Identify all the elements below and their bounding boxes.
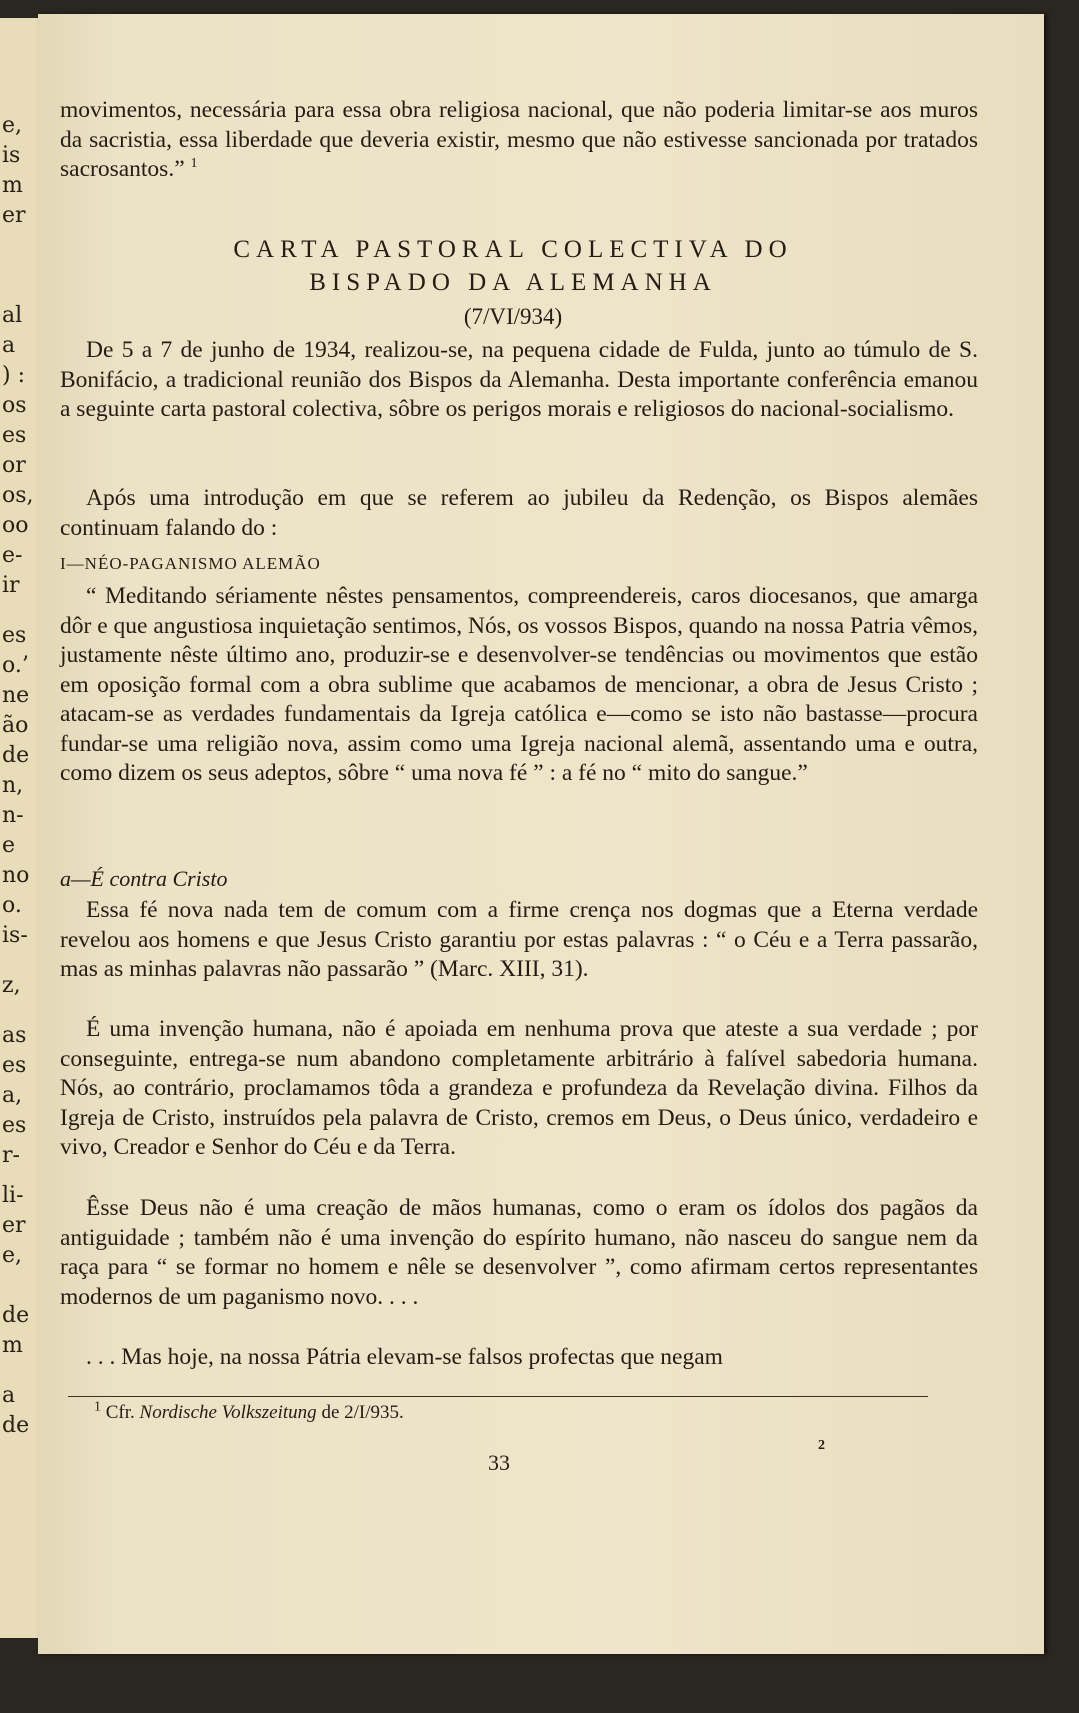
previous-page-fragment: os, [2,483,34,508]
heading-line-1: CARTA PASTORAL COLECTIVA DO [233,236,793,263]
intro-text-2: Após uma introdução em que se referem ao jubileu da Redenção, os Bispos alemães continuam falando do : [60,485,978,541]
previous-page-fragment: m [2,1333,23,1358]
signature-mark: 2 [818,1438,825,1453]
previous-page-fragment: es [2,423,27,448]
section-title-text: I—NÉO-PAGANISMO ALEMÃO [60,554,321,573]
previous-page-fragment: ne [2,683,30,708]
footnote-prefix: Cfr. [105,1402,135,1423]
subsection-title [60,866,978,892]
previous-page-fragment: as [2,1023,27,1048]
previous-page-fragment: z, [2,973,21,998]
heading-date: (7/VI/934) [463,304,563,329]
subsection-title-text: a—É contra Cristo [60,866,228,891]
previous-page-fragment: o.’ [2,653,29,678]
previous-page-fragment: ir [2,573,20,598]
previous-page-fragment: es [2,1053,27,1078]
previous-page-fragment: er [2,203,26,228]
intro-paragraph-1 [60,336,978,425]
previous-page-fragment: de [2,1303,30,1328]
previous-page-edge [0,18,40,1638]
previous-page-fragment: de [2,1413,30,1438]
opening-text: movimentos, necessária para essa obra religiosa nacional, que não poderia limitar-se aos muros da sacristia, essa liberdade que deveria existir, mesmo que não estivesse sancionada por tratados sacrosantos.” [60,97,978,182]
footnote-reference: 1 [190,156,198,172]
previous-page-fragment: e, [2,113,23,138]
intro-paragraph-2 [60,484,978,543]
footnote-date: de 2/I/935. [321,1402,404,1423]
previous-page-fragment: a, [2,1083,23,1108]
previous-page-fragment: a [2,1383,16,1408]
previous-page-fragment: n- [2,803,24,828]
previous-page-fragment: oo [2,513,29,538]
footnote-mark: 1 [94,1399,101,1415]
previous-page-fragment: a [2,333,16,358]
paragraph-a1 [60,896,978,985]
paragraph-a3 [60,1194,978,1312]
previous-page-fragment: no [2,863,30,888]
book-page [38,14,1044,1654]
previous-page-fragment: m [2,173,23,198]
previous-page-fragment: or [2,453,26,478]
intro-text-1: De 5 a 7 de junho de 1934, realizou-se, na pequena cidade de Fulda, junto ao túmulo de S. Bonifácio, a tradicional reunião dos Bispos da Alemanha. Desta importante conferência emanou a seguinte carta pastoral colectiva, sôbre os perigos morais e religiosos do nacional-socialismo. [60,337,978,422]
previous-page-fragment: r- [2,1143,20,1168]
previous-page-fragment: e- [2,543,23,568]
paragraph-a2 [60,1015,978,1163]
paragraph-a4-text: . . . Mas hoje, na nossa Pátria elevam-se falsos profectas que negam [86,1344,723,1370]
quote-paragraph [60,582,978,789]
footnote-divider [68,1396,928,1397]
previous-page-fragment: os [2,393,27,418]
section-title [60,554,978,574]
previous-page-fragment: es [2,623,27,648]
footnote-title: Nordische Volkszeitung [139,1402,317,1423]
paragraph-a4 [60,1343,978,1373]
paragraph-a2-text: É uma invenção humana, não é apoiada em nenhuma prova que ateste a sua verdade ; por conseguinte, entrega-se num abandono completamente arbitrário à falível sabedoria humana. Nós, ao contrário, proclamamos tôda a grandeza e profundeza da Revelação divina. Filhos da Igreja de Cristo, instruídos pela palavra de Cristo, cremos em Deus, o Deus único, verdadeiro e vivo, Creador e Senhor do Céu e da Terra. [60,1016,978,1160]
page-number: 33 [488,1450,510,1475]
previous-page-fragment: al [2,303,23,328]
paragraph-a1-text: Essa fé nova nada tem de comum com a firme crença nos dogmas que a Eterna verdade revelou aos homens e que Jesus Cristo garantiu por estas palavras : “ o Céu e a Terra passarão, mas as minhas palavras não passarão ” (Marc. XIII, 31). [60,897,978,982]
previous-page-fragment: o. [2,893,22,918]
previous-page-fragment: er [2,1213,26,1238]
previous-page-fragment: ) : [2,363,25,388]
previous-page-fragment: ão [2,713,29,738]
previous-page-fragment: e, [2,1243,23,1268]
previous-page-fragment: is [2,143,21,168]
quote-text: “ Meditando sériamente nêstes pensamentos, compreendereis, caros diocesanos, que amarga dôr e que angustiosa inquietação sentimos, Nós, os vossos Bispos, quando na nossa Patria vêmos, justamente nêste último ano, produzir-se e desenvolver-se tendências ou movimentos que estão em oposição formal com a obra sublime que acabamos de mencionar, a obra de Jesus Cristo ; atacam-se as verdades fundamentais da Igreja católica e—como se isto não bastasse—procura fundar-se uma religião nova, assim como uma Igreja nacional alemã, assentando uma e outra, como dizem os seus adeptos, sôbre “ uma nova fé ” : a fé no “ mito do sangue.” [60,583,978,786]
previous-page-fragment: li- [2,1183,24,1208]
previous-page-fragment: is- [2,923,28,948]
opening-paragraph [60,96,978,185]
previous-page-fragment: e [2,833,16,858]
previous-page-fragment: de [2,743,30,768]
footnote [94,1399,404,1424]
previous-page-fragment: n, [2,773,24,798]
previous-page-fragment: es [2,1113,27,1138]
heading-line-2: BISPADO DA ALEMANHA [309,269,717,296]
paragraph-a3-text: Êsse Deus não é uma creação de mãos humanas, como o eram os ídolos dos pagãos da antiguidade ; também não é uma invenção do espírito humano, não nasceu do sangue nem da raça para “ se formar no homem e nêle se desenvolver ”, como afirmam certos representantes modernos de um paganismo novo. . . . [60,1195,978,1310]
